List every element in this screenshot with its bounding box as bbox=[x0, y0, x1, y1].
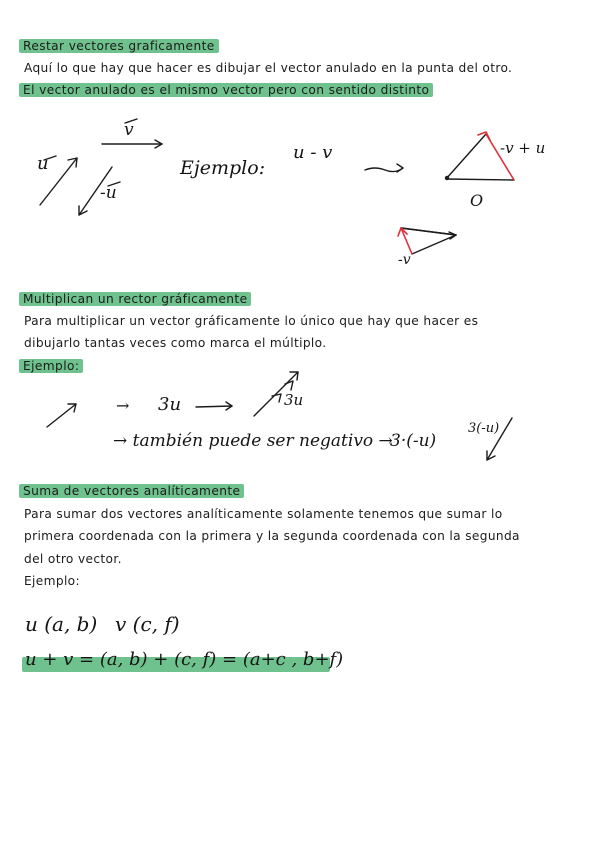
restar-line-2-highlight: El vector anulado es el mismo vector pero con sentido distinto bbox=[19, 83, 433, 97]
suma-line-1: Para sumar dos vectores analíticamente solamente tenemos que sumar lo bbox=[24, 507, 503, 521]
multiplicar-line-2: dibujarlo tantas veces como marca el múltiplo. bbox=[24, 336, 327, 350]
section-title-multiplicar: Multiplican un rector gráficamente bbox=[19, 292, 251, 306]
ejemplo-handwritten: Ejemplo: bbox=[180, 157, 266, 179]
three-u-label: 3u bbox=[158, 394, 182, 415]
multiplicar-line-1: Para multiplicar un vector gráficamente lo único que hay que hacer es bbox=[24, 314, 479, 328]
mult-u-arrow bbox=[47, 404, 76, 427]
three-u-label-2: 3u bbox=[284, 391, 304, 409]
tambien-label: → también puede ser negativo → bbox=[113, 431, 393, 451]
coord-v: v (c, f) bbox=[115, 612, 180, 636]
section-title-suma: Suma de vectores analíticamente bbox=[19, 484, 244, 498]
coord-u: u (a, b) bbox=[25, 612, 98, 636]
neg-v-plus-u-label: -v + u bbox=[500, 139, 546, 157]
formula: u + v = (a, b) + (c, f) = (a+c , b+f) bbox=[25, 649, 344, 670]
small-neg-v-label: -v bbox=[398, 252, 411, 268]
restar-line-1: Aquí lo que hay que hacer es dibujar el vector anulado en la punta del otro. bbox=[24, 61, 513, 75]
u-label: u bbox=[37, 153, 49, 174]
three-neg-u-label: 3·(-u) bbox=[390, 431, 437, 451]
u-minus-v-label: u - v bbox=[293, 142, 333, 163]
neg-u-label: -u bbox=[100, 183, 117, 203]
suma-example-label: Ejemplo: bbox=[24, 574, 80, 588]
suma-line-2: primera coordenada con la primera y la segunda coordenada con la segunda bbox=[24, 529, 520, 543]
three-neg-u-label-2: 3(-u) bbox=[468, 421, 500, 436]
section-title-restar: Restar vectores graficamente bbox=[19, 39, 219, 53]
mult-arrow-1: → bbox=[116, 396, 130, 415]
origin-label: O bbox=[470, 191, 484, 210]
suma-line-3: del otro vector. bbox=[24, 552, 122, 566]
mult-line-arrow bbox=[196, 406, 232, 407]
multiplicar-example-label: Ejemplo: bbox=[19, 359, 83, 373]
three-u-tick2 bbox=[285, 381, 293, 390]
three-u-tick1 bbox=[272, 394, 281, 402]
v-label: v bbox=[124, 120, 134, 140]
